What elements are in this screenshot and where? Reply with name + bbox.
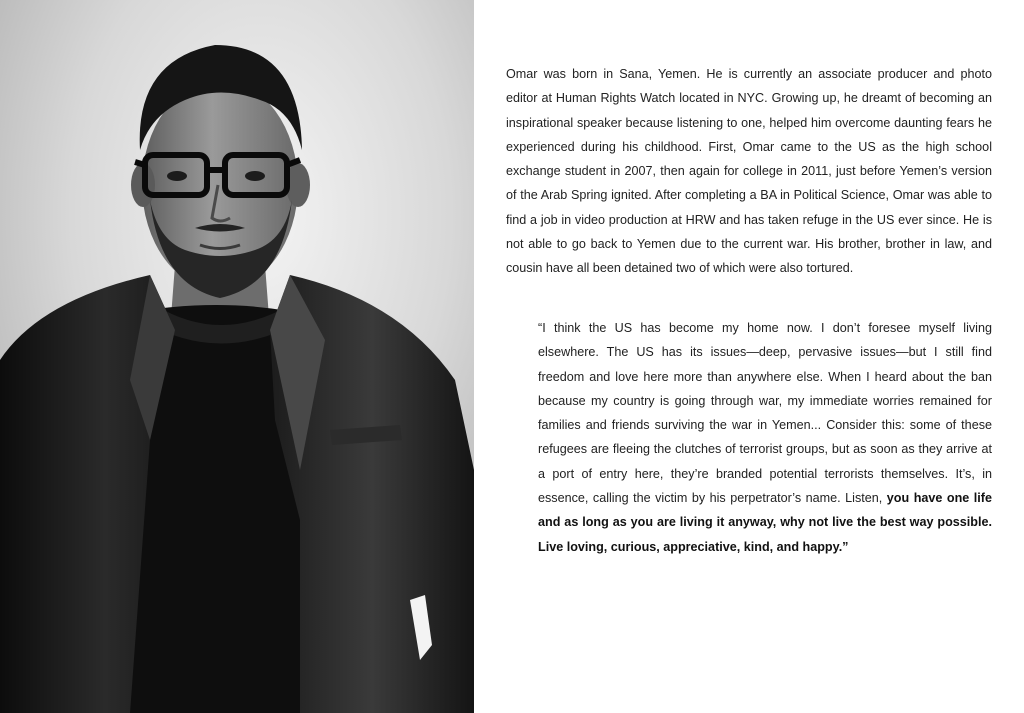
eye-right <box>245 171 265 181</box>
quote-paragraph <box>538 316 992 559</box>
bio-paragraph: Omar was born in Sana, Yemen. He is currently an associate producer and photo editor at Human Rights Watch located in NYC. Growing up, he dreamt of becoming an inspirational speaker because listening to one, helped him overcome daunting fears he experienced during his childhood. First, Omar came to the US as the high school exchange student in 2007, then again for college in 2011, just before Yemen’s version of the Arab Spring ignited. After completing a BA in Political Science, Omar was able to find a job in video production at HRW and has taken refuge in the US ever since. He is not able to go back to Yemen due to the current war. His brother, brother in law, and cousin have all been detained two of which were also tortured. <box>506 67 992 276</box>
quote-regular-text: “I think the US has become my home now. I don’t foresee myself living elsewhere. The US has its issues—deep, pervasive issues—but I still find freedom and love here more than anywhere else. When I heard about the ban because my country is going through war, my immediate worries remained for families and friends surviving the war in Yemen... Consider this: some of these refugees are fleeing the clutches of terrorist groups, but as soon as they arrive at a port of entry here, they’re branded potential terrorists themselves. It’s, in essence, calling the victim by his perpetrator’s name. Listen, <box>538 321 992 506</box>
quote-bold-text: you have one life and as long as you are living it anyway, why not live the best way possible. Live loving, curious, appreciative, kind, and happy.” <box>538 491 992 554</box>
portrait-illustration <box>0 0 474 713</box>
text-column <box>474 0 1024 713</box>
portrait-photo <box>0 0 474 713</box>
eye-left <box>167 171 187 181</box>
